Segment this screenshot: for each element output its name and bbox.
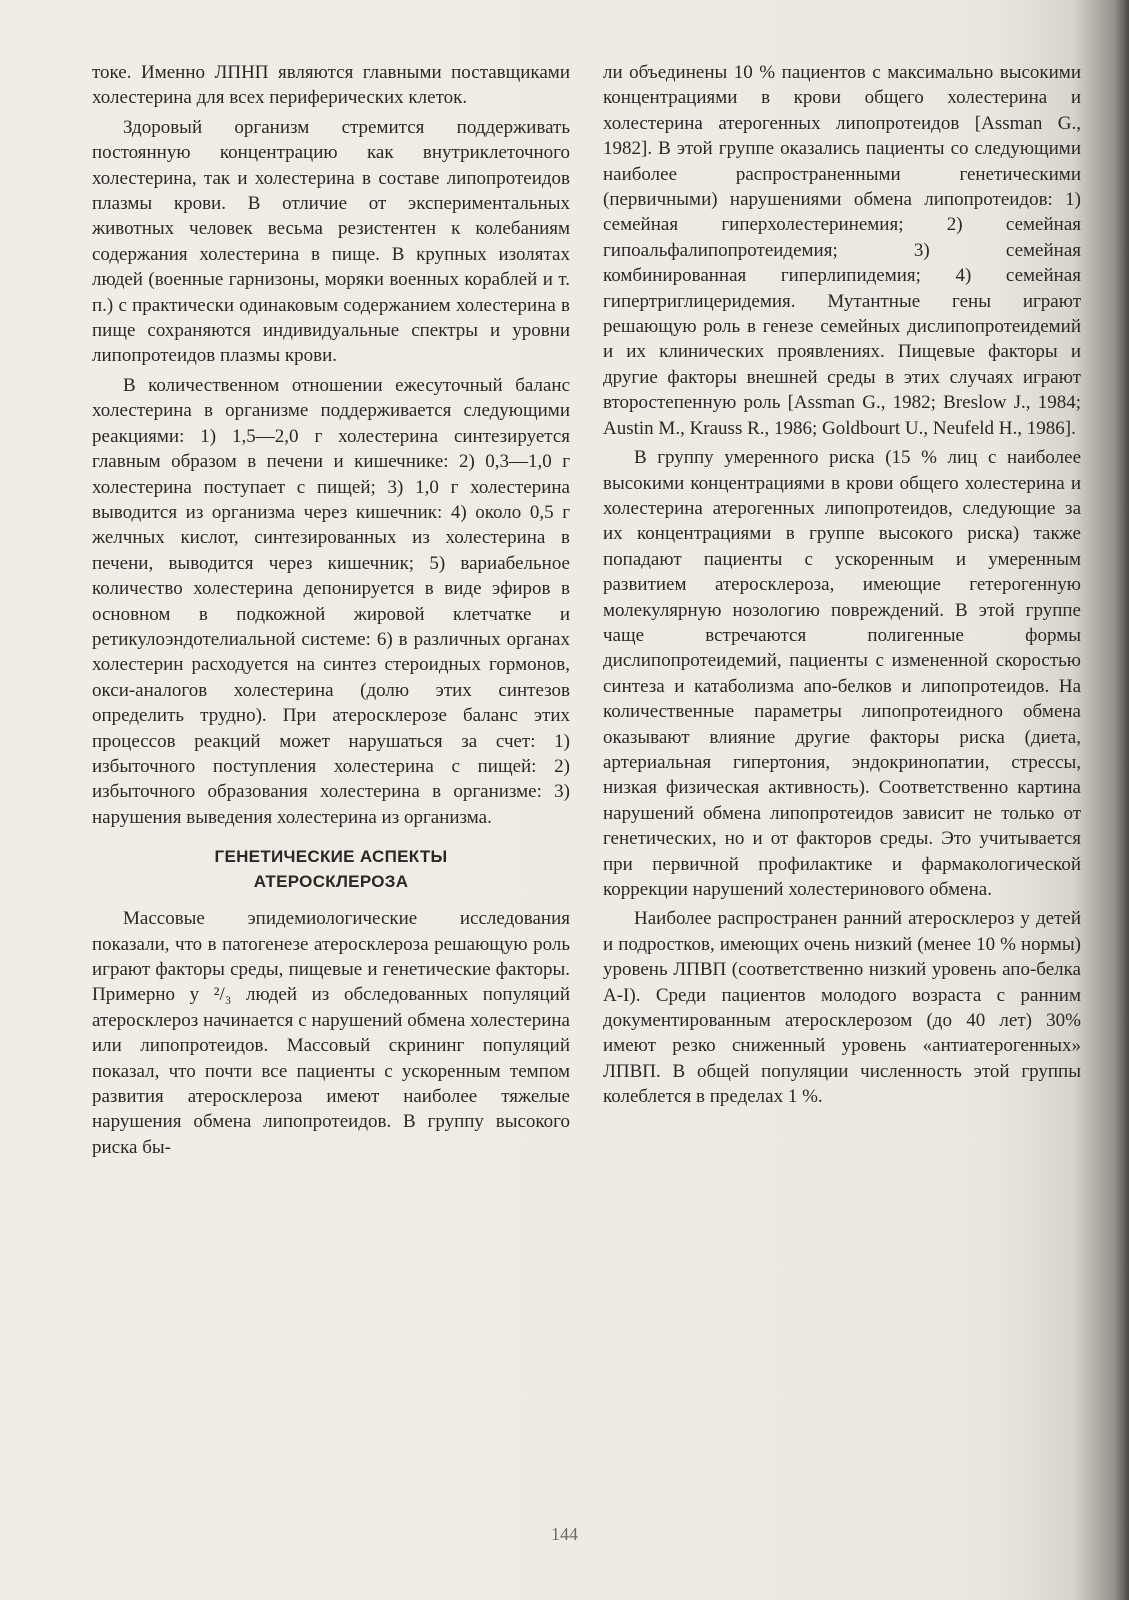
paragraph: В количественном отношении ежесуточный баланс холестерина в организме поддерживается следующими реакциями: 1) 1,5—2,0 г холестерина синтезируется главным образом в печени и кишечнике: 2) 0,3—1,0 г холестерина поступает с пищей; 3) 1,0 г холестерина выводится из организма через кишечник: 4) около 0,5 г желчных кислот, синтезированных из холестерина в печени, выводится через кишечник; 5) вариабельное количество холестерина депонируется в виде эфиров в основном в подкожной жировой клетчатке и ретикулоэндотелиальной системе: 6) в различных органах холестерин расходуется на синтез стероидных гормонов, окси-аналогов холестерина (долю этих синтезов определить трудно). При атеросклерозе баланс этих процессов реакций может нарушаться за счет: 1) избыточного поступления холестерина с пищей: 2) избыточного образования холестерина в организме: 3) нарушения выведения холестерина из организма. xyxy=(92,374,570,828)
paragraph: ли объединены 10 % пациентов с максимально высокими концентрациями в крови общего холестерина и холестерина атерогенных липопротеидов [Assman G., 1982]. В этой группе оказались пациенты со следующими наиболее распространенными генетическими (первичными) нарушениями обмена липопротеидов: 1) семейная гиперхолестеринемия; 2) семейная гипоальфалипопротеидемия; 3) семейная комбинированная гиперлипидемия; 4) семейная гипертриглицеридемия. Мутантные гены играют решающую роль в генезе семейных дислипопротеидемий и их клинических проявлениях. Пищевые факторы и другие факторы внешней среды в этих случаях играют второстепенную роль [Assman G., 1982; Breslow J., 1984; Austin M., Krauss R., 1986; Goldbourt U., Neufeld H., 1986]. xyxy=(603,62,1081,439)
paragraph: Здоровый организм стремится поддерживать постоянную концентрацию как внутриклеточного холестерина, так и холестерина в составе липопротеидов плазмы крови. В отличие от экспериментальных животных человек весьма резистентен к колебаниям содержания холестерина в пище. В крупных изолятах людей (военные гарнизоны, моряки военных кораблей и т. п.) с практически одинаковым содержанием холестерина в пище сохраняются индивидуальные спектры и уровни липопротеидов плазмы крови. xyxy=(92,116,570,367)
paragraph: Наиболее распространен ранний атеросклероз у детей и подростков, имеющих очень низкий (менее 10 % нормы) уровень ЛПВП (соответственно низкий уровень апо-белка А-I). Среди пациентов молодого возраста с ранним документированным атеросклерозом (до 40 лет) 30% имеют резко сниженный уровень «антиатерогенных» ЛПВП. В общей популяции численность этой группы колеблется в пределах 1 %. xyxy=(603,908,1081,1108)
paragraph: токе. Именно ЛПНП являются главными поставщиками холестерина для всех периферических клеток. xyxy=(92,62,570,109)
paragraph: Массовые эпидемиологические исследования показали, что в патогенезе атеросклероза решающую роль играют факторы среды, пищевые и генетические факторы. Примерно у ²/₃ людей из обследованных популяций атеросклероз начинается с нарушений обмена холестерина или липопротеидов. Массовый скрининг популяций показал, что почти все пациенты с ускоренным темпом развития атеросклероза имеют наиболее тяжелые нарушения обмена липопротеидов. В группу высокого риска бы- xyxy=(92,908,570,1158)
section-heading-line-2: АТЕРОСКЛЕРОЗА xyxy=(253,872,409,892)
section-heading xyxy=(92,844,570,894)
book-spine-shadow xyxy=(1115,0,1129,1600)
paragraph: В группу умеренного риска (15 % лиц с наиболее высокими концентрациями в крови общего холестерина и холестерина атерогенных липопротеидов, следующие за их концентрациями в группе высокого риска) также попадают пациенты с ускоренным и умеренным развитием атеросклероза, имеющие гетерогенную молекулярную нозологию повреждений. В этой группе чаще встречаются полигенные формы дислипопротеидемий, пациенты с измененной скоростью синтеза и катаболизма апо-белков и липопротеидов. На количественные параметры липопротеидного обмена оказывают влияние другие факторы риска (диета, артериальная гипертония, эндокринопатии, стрессы, низкая физическая активность). Соответственно картина нарушений обмена липопротеидов зависит не только от генетических, но и от факторов среды. Это учитывается при первичной профилактике и фармакологической коррекции нарушений холестеринового обмена. xyxy=(603,447,1081,900)
right-column xyxy=(603,60,1081,1110)
page-number: 144 xyxy=(551,1524,578,1544)
section-heading-line-1: ГЕНЕТИЧЕСКИЕ АСПЕКТЫ xyxy=(214,847,448,867)
left-column xyxy=(92,60,570,1160)
